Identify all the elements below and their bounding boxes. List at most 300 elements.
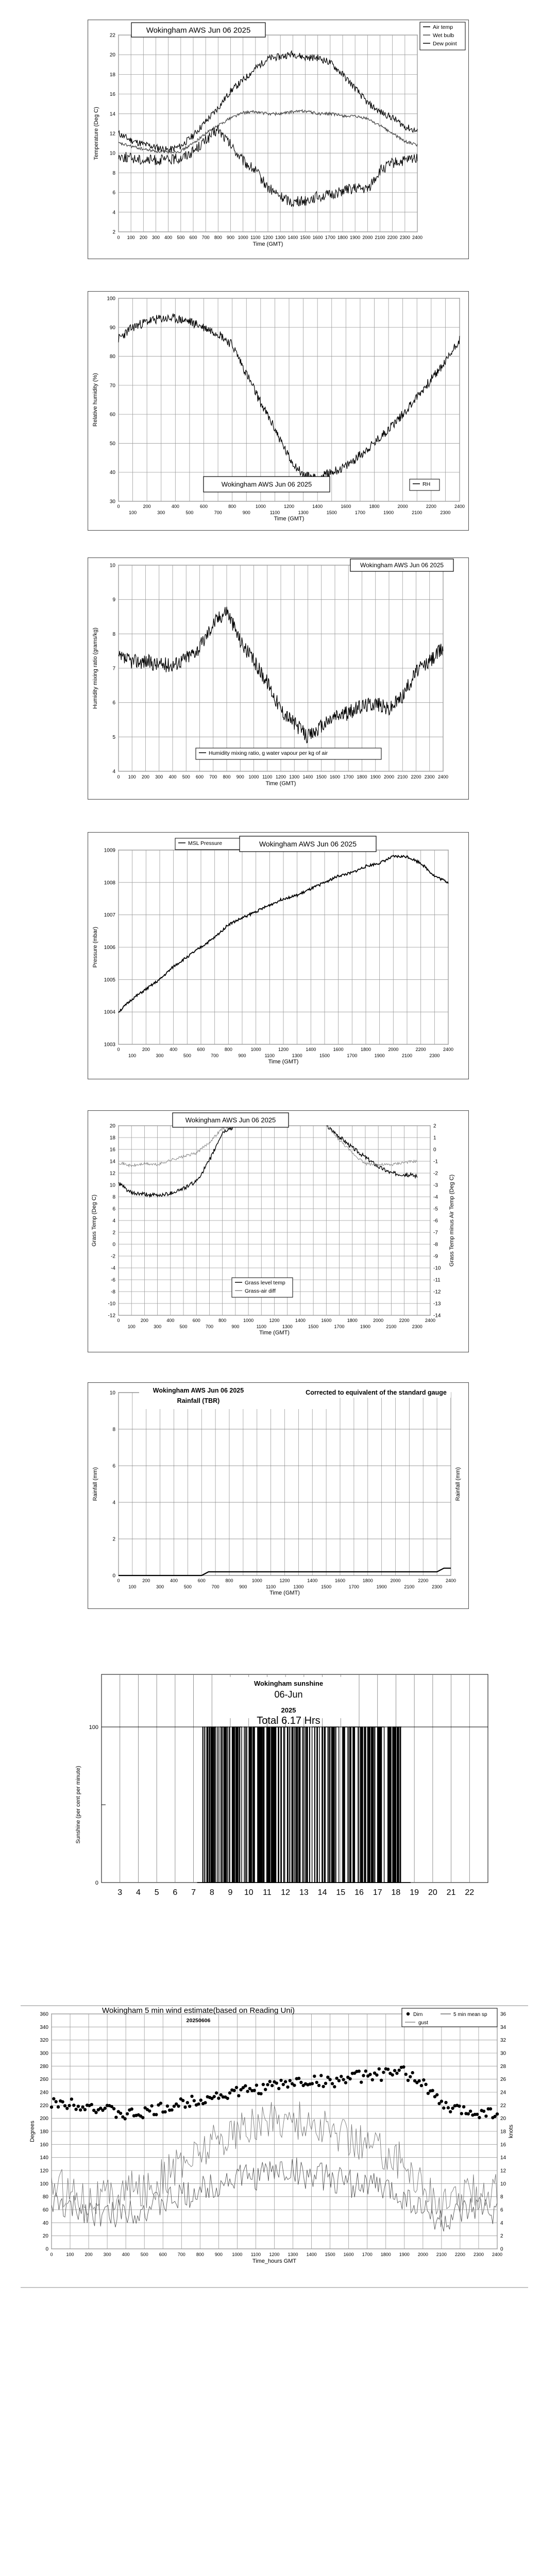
direction-point [422,2078,425,2081]
y-tick-label: 8 [112,1194,115,1200]
x-tick-label: 1900 [370,774,381,779]
direction-point [333,2085,336,2088]
x-tick-label: 800 [214,235,222,240]
y-tick-label: 12 [109,1171,115,1177]
direction-point [279,2079,282,2082]
direction-point [52,2097,55,2100]
rainfall-chart-panel [88,1382,469,1609]
x-tick-label: 1700 [334,1324,345,1329]
x-tick-label: 1700 [354,510,365,515]
x-tick-label: 1300 [275,235,286,240]
y-tick-label: 4 [112,1500,115,1506]
x-tick-label: 200 [143,504,151,509]
legend-label: gust [418,2020,428,2026]
x-tick-label: 500 [185,510,194,515]
x-tick-label: 0 [117,235,120,240]
y-tick-label: 0 [112,1573,115,1579]
wind-chart [21,2002,528,2290]
x-tick-label: 1500 [300,235,311,240]
y-right-tick-label: 0 [433,1147,436,1153]
pressure-chart [88,832,469,1079]
direction-point [496,2112,499,2115]
x-tick-label: 900 [239,1584,247,1589]
y-tick-label: 2 [112,1230,115,1236]
y-right-tick-label: 34 [500,2024,506,2030]
direction-point [340,2075,343,2078]
direction-point [382,2071,385,2074]
x-tick-label: 500 [177,235,185,240]
x-tick-label: 1900 [374,1053,385,1058]
x-tick-label: 1100 [262,774,273,779]
x-tick-label: 2000 [388,1047,399,1052]
x-tick-label: 2000 [417,2252,428,2257]
y-tick-label: 6 [112,700,115,706]
direction-point [344,2081,347,2084]
y-tick-label: 260 [40,2077,48,2083]
x-tick-label: 0 [117,774,120,779]
direction-point [232,2089,235,2092]
x-tick-label: 1000 [232,2252,243,2257]
x-tick-label: 500 [140,2252,148,2257]
x-tick-label: 1100 [256,1324,266,1329]
y-tick-label: -4 [111,1265,115,1272]
direction-point [286,2086,289,2089]
x-axis-label: Time_hours GMT [252,2258,297,2264]
direction-point [252,2089,256,2092]
direction-point [391,2073,394,2076]
y-tick-label: 30 [109,499,115,505]
y-tick-label: 1004 [104,1009,115,1015]
x-tick-label: 1900 [350,235,361,240]
x-tick-label: 0 [117,504,120,509]
y-tick-label: 20 [109,52,115,58]
x-tick-label: 100 [129,510,137,515]
y-tick-label: 1006 [104,945,115,951]
x-tick-label: 1800 [362,1578,373,1583]
x-tick-label: 1200 [275,774,286,779]
x-tick-label: 200 [142,1047,150,1052]
x-tick-label: 1100 [265,1584,276,1589]
direction-point [204,2101,207,2104]
direction-point [386,2067,390,2071]
x-tick-label: 2000 [383,774,395,779]
y-right-tick-label: 36 [500,2011,506,2018]
y-tick-label: 1003 [104,1042,115,1048]
y-tick-label: 140 [40,2155,48,2161]
y-tick-label: 16 [109,1147,115,1153]
x-tick-label: 1500 [308,1324,319,1329]
x-tick-label: 300 [103,2252,111,2257]
x-tick-label: 2200 [418,1578,429,1583]
x-tick-label: 400 [164,235,173,240]
direction-point [342,2078,345,2081]
x-tick-label: 1300 [292,1053,302,1058]
x-tick-label: 500 [183,1053,191,1058]
y-tick-label: 100 [40,2181,48,2187]
x-tick-label: 1500 [316,774,327,779]
direction-point [67,2104,71,2107]
x-tick-label: 14 [317,1888,327,1897]
y-right-tick-label: 12 [500,2168,506,2174]
direction-point [358,2070,361,2073]
rainfall-chart [88,1382,469,1609]
x-tick-label: 1500 [321,1584,332,1589]
chart-note: Corrected to equivalent of the standard gauge [306,1389,447,1396]
y-tick-label: 120 [40,2168,48,2174]
x-tick-label: 5 [154,1888,159,1897]
direction-point [404,2073,408,2076]
x-tick-label: 1200 [283,504,295,509]
y-right-tick-label: 8 [500,2194,503,2200]
y-right-axis-label: Grass Temp minus Air Temp (Deg C) [449,1174,455,1267]
x-tick-label: 2100 [375,235,385,240]
x-tick-label: 300 [157,510,165,515]
pressure-chart-panel [88,832,469,1079]
x-tick-label: 2300 [432,1584,443,1589]
direction-point [299,2081,302,2084]
direction-point [74,2108,77,2111]
direction-point [407,2079,410,2082]
y-tick-label: 10 [109,1390,115,1396]
y-tick-label: 360 [40,2011,48,2018]
x-tick-label: 2300 [424,774,435,779]
y-right-tick-label: 30 [500,2050,506,2057]
x-tick-label: 1400 [306,1047,316,1052]
sunshine-chart [64,1669,495,1942]
direction-point [197,2103,200,2106]
y-right-tick-label: 1 [433,1135,436,1141]
temperature-chart-panel [88,20,469,259]
chart-title: Wokingham AWS Jun 06 2025 [153,1387,244,1394]
mixing-ratio-chart-panel [88,557,469,800]
x-tick-label: 1200 [278,1047,289,1052]
x-tick-label: 300 [154,1324,162,1329]
x-tick-label: 1300 [289,774,300,779]
x-tick-label: 1200 [262,235,274,240]
y-right-tick-label: -11 [433,1277,441,1283]
direction-point [228,2091,231,2094]
direction-point [81,2106,84,2109]
grass-temp-chart-panel [88,1110,469,1352]
legend [402,2008,497,2027]
direction-point [371,2078,374,2081]
x-axis-label: Time (GMT) [268,1059,299,1065]
x-tick-label: 2100 [436,2252,447,2257]
direction-point [402,2065,405,2069]
y-tick-label: 280 [40,2063,48,2070]
y-right-tick-label: 20 [500,2116,506,2122]
direction-point [264,2088,267,2091]
x-tick-label: 2200 [426,504,436,509]
x-axis-label: Time (GMT) [259,1330,290,1336]
direction-point [458,2105,461,2108]
direction-point [79,2108,82,2111]
legend-swatch [407,2012,410,2015]
y-tick-label: 20 [42,2233,48,2240]
y-right-tick-label: 10 [500,2181,506,2187]
direction-point [275,2081,278,2084]
y-right-tick-label: -3 [433,1182,438,1189]
y-tick-label: 7 [112,666,115,672]
x-tick-label: 700 [211,1053,219,1058]
legend-label: Grass-air diff [245,1288,276,1294]
x-tick-label: 2300 [399,235,410,240]
direction-point [119,2112,122,2115]
x-tick-label: 900 [226,235,235,240]
direction-point [70,2097,73,2100]
x-tick-label: 18 [391,1888,401,1897]
chart-subtitle: Rainfall (TBR) [177,1397,220,1404]
y-right-tick-label: -14 [433,1313,441,1319]
direction-point [150,2104,153,2107]
x-tick-label: 600 [189,235,197,240]
x-tick-label: 400 [166,1318,175,1323]
x-tick-label: 0 [117,1047,120,1052]
y-tick-label: 18 [109,72,115,78]
direction-point [398,2069,401,2072]
legend-label: Humidity mixing ratio, g water vapour per kg of air [209,750,328,756]
direction-point [126,2112,129,2115]
direction-point [217,2097,220,2100]
legend-label: Dirn [413,2012,423,2018]
x-tick-label: 100 [128,1053,137,1058]
direction-point [177,2105,180,2108]
x-tick-label: 800 [223,774,231,779]
y-tick-label: 220 [40,2103,48,2109]
direction-point [284,2080,287,2083]
direction-point [293,2083,296,2087]
x-tick-label: 2300 [473,2252,484,2257]
y-right-tick-label: 26 [500,2077,506,2083]
x-tick-label: 10 [244,1888,253,1897]
y-tick-label: 300 [40,2050,48,2057]
y-tick-label: 10 [109,563,115,569]
y-tick-label: -6 [111,1277,115,1283]
direction-point [237,2094,240,2097]
x-tick-label: 100 [127,235,135,240]
x-tick-label: 2400 [425,1318,436,1323]
direction-point [112,2107,115,2110]
x-tick-label: 1700 [325,235,335,240]
x-tick-label: 700 [201,235,210,240]
x-tick-label: 1500 [319,1053,330,1058]
direction-point [282,2083,285,2086]
y-right-tick-label: 22 [500,2103,506,2109]
x-tick-label: 2400 [412,235,423,240]
x-tick-label: 2400 [454,504,465,509]
x-tick-label: 1000 [243,1318,254,1323]
direction-point [55,2100,58,2103]
direction-point [393,2069,396,2072]
direction-point [141,2116,144,2119]
direction-point [435,2093,438,2096]
y-tick-label: 18 [109,1135,115,1141]
direction-point [317,2084,320,2087]
direction-point [348,2077,351,2080]
direction-point [188,2105,191,2108]
direction-point [277,2087,280,2090]
direction-point [322,2085,325,2088]
x-tick-label: 1400 [307,1578,318,1583]
direction-point [148,2109,151,2112]
x-tick-label: 1400 [295,1318,306,1323]
y-tick-label: 4 [112,210,115,216]
x-tick-label: 700 [205,1324,213,1329]
direction-point [83,2108,87,2111]
direction-point [193,2099,196,2102]
x-axis-label: Time (GMT) [265,781,296,787]
direction-point [368,2073,371,2076]
x-tick-label: 1800 [337,235,348,240]
x-tick-label: 2000 [390,1578,401,1583]
chart-title: Wokingham AWS Jun 06 2025 [259,839,357,848]
direction-point [104,2107,107,2110]
direction-point [331,2082,334,2085]
y-axis-label: Relative humidity (%) [92,373,98,427]
x-tick-label: 400 [170,1578,178,1583]
x-tick-label: 2100 [397,774,408,779]
y-right-tick-label: -5 [433,1206,438,1212]
x-tick-label: 1000 [250,1047,261,1052]
y-tick-label: 8 [112,1427,115,1433]
direction-point [226,2097,229,2100]
y-right-tick-label: 4 [500,2220,503,2226]
direction-point [159,2102,162,2105]
direction-point [270,2084,274,2087]
direction-point [462,2105,465,2108]
x-tick-label: 1500 [326,510,337,515]
y-right-tick-label: -2 [433,1171,438,1177]
x-tick-label: 2100 [404,1584,415,1589]
legend-label: MSL Pressure [188,840,223,846]
x-tick-label: 0 [117,1578,120,1583]
x-tick-label: 1000 [255,504,266,509]
x-tick-label: 200 [139,235,147,240]
x-tick-label: 1600 [341,504,351,509]
x-tick-label: 900 [238,1053,246,1058]
y-tick-label: 1007 [104,912,115,919]
direction-point [289,2079,292,2082]
y-tick-label: 8 [112,631,115,637]
y-tick-label: 180 [40,2129,48,2135]
direction-point [190,2095,193,2098]
direction-point [444,2101,447,2104]
y-tick-label: -10 [108,1301,115,1307]
x-tick-label: 1900 [360,1324,370,1329]
y-right-tick-label: 0 [500,2246,503,2252]
x-tick-label: 2300 [440,510,451,515]
x-tick-label: 1700 [362,2252,373,2257]
direction-point [77,2105,80,2108]
y-right-tick-label: -6 [433,1218,438,1224]
direction-point [378,2067,381,2071]
direction-point [315,2081,318,2084]
direction-point [467,2112,470,2115]
direction-point [114,2116,117,2119]
direction-point [244,2084,247,2087]
x-tick-label: 800 [224,1047,232,1052]
x-tick-label: 900 [242,510,250,515]
x-tick-label: 7 [191,1888,196,1897]
x-tick-label: 1500 [325,2252,335,2257]
x-axis-label: Time (GMT) [252,241,283,247]
direction-point [337,2079,341,2082]
x-tick-label: 1600 [312,235,323,240]
x-tick-label: 16 [354,1888,364,1897]
legend-label: Dew point [433,41,457,47]
x-tick-label: 900 [231,1324,240,1329]
x-tick-label: 500 [182,774,190,779]
y-tick-label: 160 [40,2142,48,2148]
x-tick-label: 1800 [380,2252,391,2257]
wind-chart-panel [21,2002,528,2290]
y-right-tick-label: -8 [433,1242,438,1248]
y-right-tick-label: 18 [500,2129,506,2135]
y-right-tick-label: 16 [500,2142,506,2148]
chart-title: Wokingham AWS Jun 06 2025 [146,26,251,35]
x-tick-label: 1600 [343,2252,354,2257]
direction-point [155,2113,158,2116]
x-tick-label: 1200 [279,1578,290,1583]
direction-point [170,2108,173,2111]
y-tick-label: 80 [109,354,115,360]
sunshine-chart-panel [64,1669,495,1942]
chart-year: 2025 [281,1706,296,1714]
y-tick-label: 100 [89,1724,98,1731]
x-tick-label: 900 [236,774,244,779]
x-tick-label: 21 [446,1888,456,1897]
chart-title: Wokingham 5 min wind estimate(based on Reading Uni) [102,2006,295,2015]
x-tick-label: 1100 [264,1053,275,1058]
x-tick-label: 1200 [269,1318,280,1323]
y-right-tick-label: -9 [433,1253,438,1260]
x-tick-label: 1800 [357,774,367,779]
y-right-axis-label: knots [508,2124,514,2139]
direction-point [469,2110,472,2113]
x-tick-label: 300 [156,1053,164,1058]
x-tick-label: 1000 [238,235,248,240]
x-tick-label: 200 [84,2252,93,2257]
x-tick-label: 1300 [293,1584,304,1589]
x-tick-label: 1900 [376,1584,387,1589]
x-tick-label: 700 [209,774,217,779]
x-tick-label: 1700 [348,1584,359,1589]
direction-point [213,2095,216,2098]
y-axis-label: Rainfall (mm) [92,1467,98,1501]
y-tick-label: 40 [42,2220,48,2226]
x-tick-label: 200 [141,774,150,779]
chart-title: Wokingham AWS Jun 06 2025 [221,480,312,488]
chart-date: 06-Jun [274,1689,303,1700]
direction-point [476,2113,479,2116]
direction-point [420,2084,423,2087]
grass-temp-chart [88,1110,469,1352]
x-tick-label: 17 [373,1888,382,1897]
x-tick-label: 1600 [334,1578,346,1583]
y-tick-label: 70 [109,383,115,389]
x-tick-label: 300 [151,235,160,240]
direction-point [335,2077,338,2080]
x-tick-label: 500 [183,1584,192,1589]
x-tick-label: 600 [197,1578,206,1583]
y-tick-label: 12 [109,131,115,137]
x-tick-label: 1800 [369,504,380,509]
y-tick-label: 100 [107,296,115,302]
y-tick-label: 2 [112,229,115,235]
y-right-tick-label: 28 [500,2063,506,2070]
direction-point [235,2086,238,2089]
direction-point [442,2106,445,2109]
